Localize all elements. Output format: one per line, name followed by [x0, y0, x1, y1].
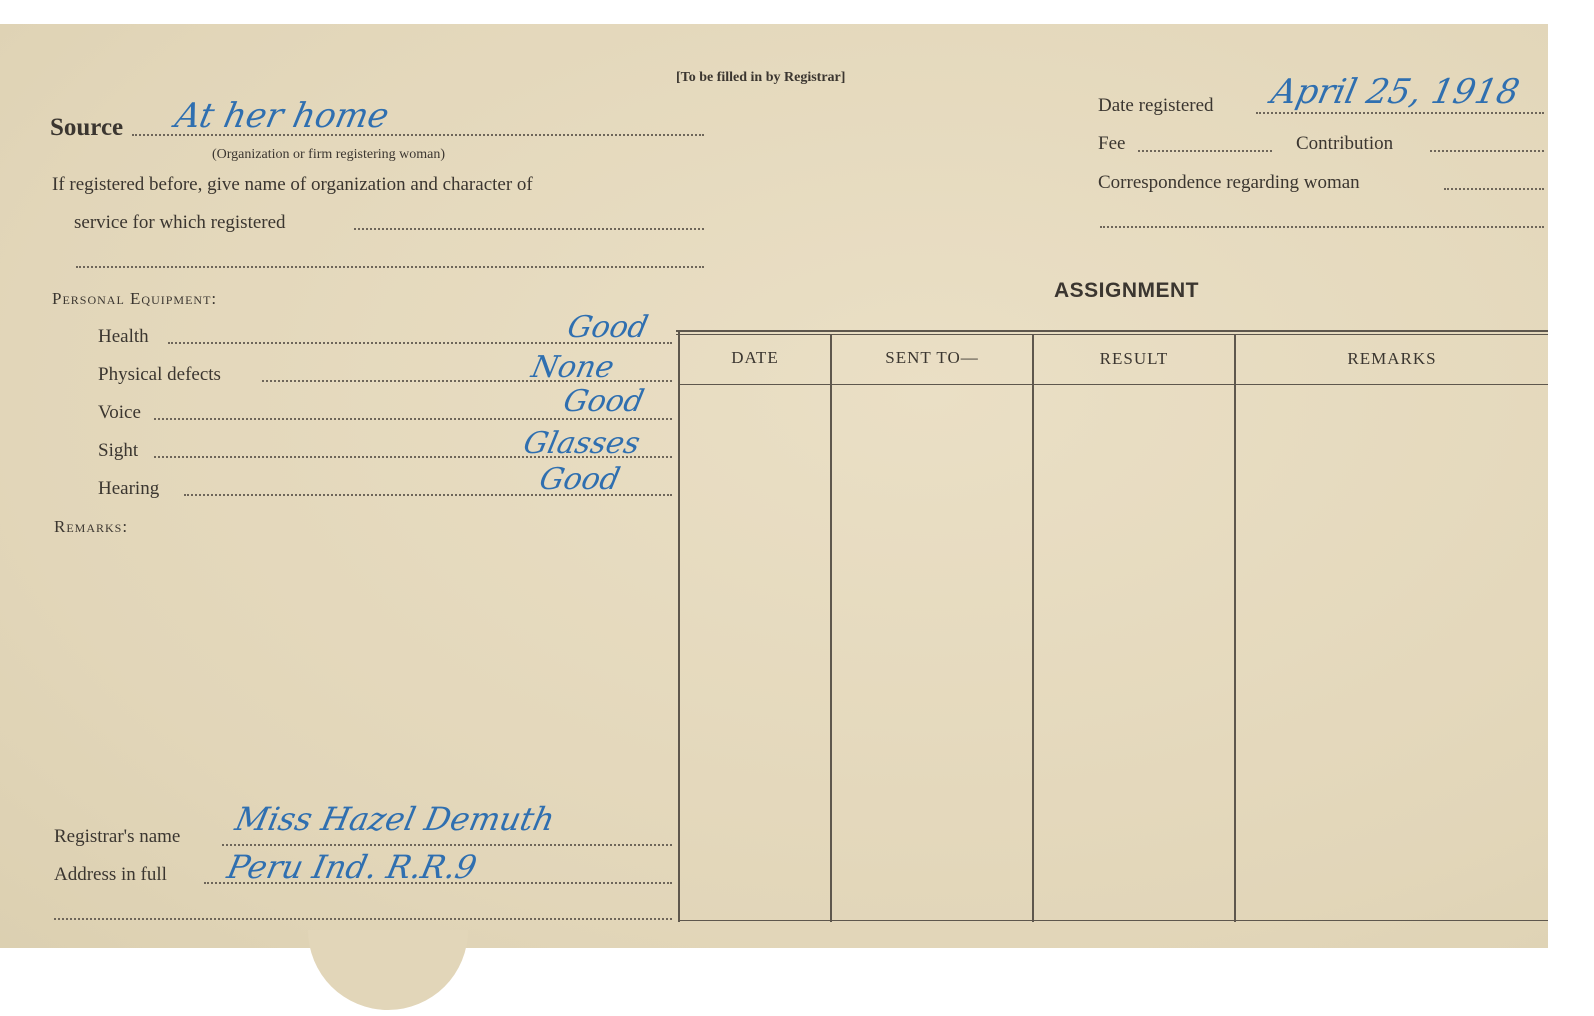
remarks-label: Remarks: [54, 517, 129, 536]
card-tab [308, 930, 468, 1010]
source-label: Source [50, 114, 124, 141]
registrar-note: [To be filled in by Registrar] [676, 70, 846, 85]
correspondence-label: Correspondence regarding woman [1098, 172, 1360, 193]
equipment-value-sight: Glasses [520, 426, 644, 461]
registrar-name-line [222, 844, 672, 846]
fee-label: Fee [1098, 133, 1126, 154]
column-header-remarks: REMARKS [1347, 349, 1437, 368]
date-registered-line [1256, 112, 1544, 114]
contribution-line [1430, 150, 1544, 152]
equipment-label-hearing: Hearing [98, 478, 160, 499]
table-top-rule [676, 330, 1548, 332]
source-caption: (Organization or firm registering woman) [212, 147, 446, 162]
table-col-rule [830, 334, 832, 922]
column-header-result: RESULT [1099, 349, 1169, 368]
assignment-title: ASSIGNMENT [1054, 279, 1200, 302]
table-top-rule-thin [676, 334, 1548, 335]
correspondence-line-extra [1100, 226, 1544, 228]
equipment-value-voice: Good [560, 384, 648, 419]
equipment-label-health: Health [98, 326, 149, 347]
date-registered-label: Date registered [1098, 95, 1214, 116]
registered-before-line1: If registered before, give name of organization and character of [52, 174, 533, 195]
column-header-date: DATE [731, 348, 779, 367]
table-col-rule [678, 330, 680, 922]
source-value: At her home [171, 96, 393, 136]
registrar-name-value: Miss Hazel Demuth [231, 800, 559, 838]
registered-before-line-extra [76, 266, 704, 268]
equipment-value-hearing: Good [536, 462, 624, 497]
equipment-label-sight: Sight [98, 440, 139, 461]
fee-line [1138, 150, 1272, 152]
registrar-address-value: Peru Ind. R.R.9 [223, 848, 481, 886]
personal-equipment-heading: Personal Equipment: [52, 289, 218, 308]
registrar-extra-line [54, 918, 672, 920]
equipment-label-physical-defects: Physical defects [98, 364, 221, 385]
column-header-sent-to: SENT TO— [885, 348, 979, 367]
registered-before-line [354, 228, 704, 230]
equipment-value-health: Good [564, 310, 652, 345]
date-registered-value: April 25, 1918 [1267, 72, 1523, 112]
table-header-rule [680, 384, 1548, 385]
table-bottom-rule [678, 920, 1548, 921]
table-col-rule [1234, 334, 1236, 922]
registrar-address-label: Address in full [54, 864, 167, 885]
registrar-name-label: Registrar's name [54, 826, 181, 847]
equipment-value-physical-defects: None [528, 350, 618, 385]
contribution-label: Contribution [1296, 133, 1394, 154]
registered-before-line2: service for which registered [74, 212, 286, 233]
equipment-label-voice: Voice [98, 402, 141, 423]
correspondence-line [1444, 188, 1544, 190]
table-col-rule [1032, 334, 1034, 922]
